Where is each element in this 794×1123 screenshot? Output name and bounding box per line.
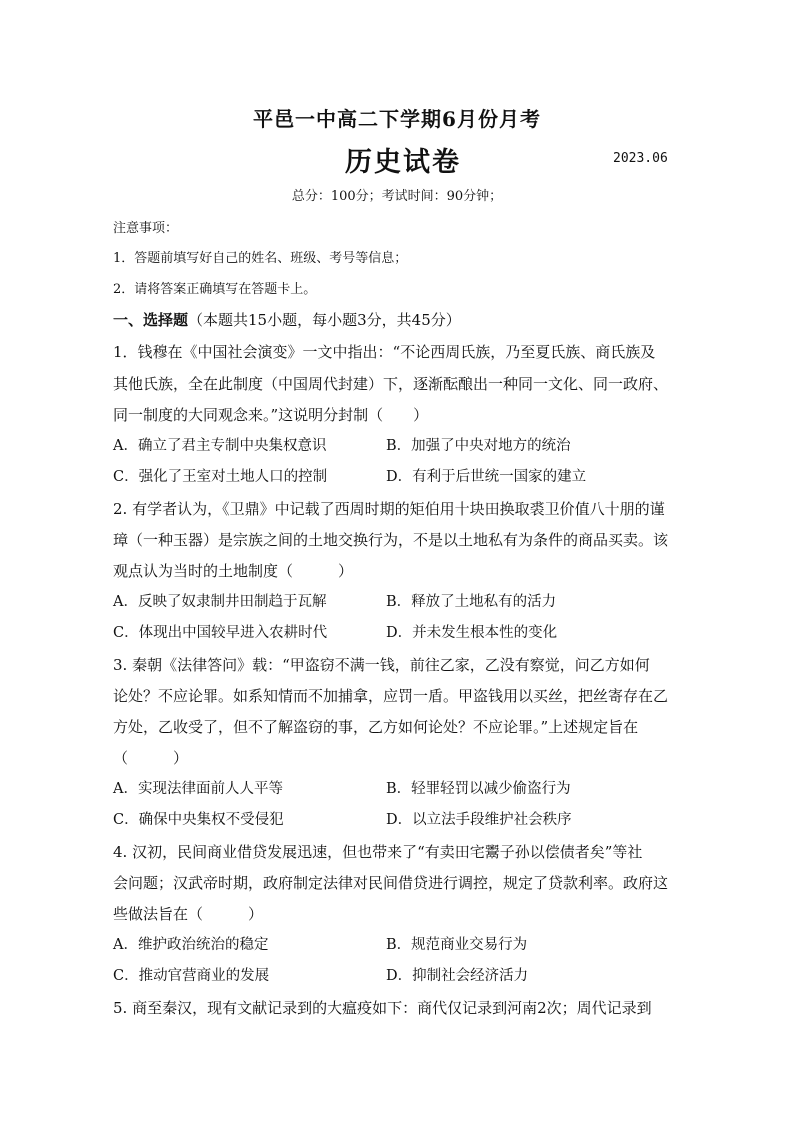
section-title: 一、选择题 [113, 311, 189, 329]
question-1-line: 1．钱穆在《中国社会演变》一文中指出：“不论西周氏族，乃至夏氏族、商氏族及 [113, 343, 656, 361]
question-3-option-b: B．轻罪轻罚以减少偷盗行为 [386, 781, 571, 797]
question-1-option-c: C．强化了王室对土地人口的控制 [113, 469, 328, 485]
question-3-option-a: A．实现法律面前人人平等 [113, 781, 283, 797]
score-time-info: 总分：100分；考试时间：90分钟； [291, 189, 503, 204]
question-4-option-c: C．推动官营商业的发展 [113, 968, 270, 984]
question-4-line: 4. 汉初，民间商业借贷发展迅速，但也带来了“有卖田宅鬻子孙以偿债者矣”等社 [113, 843, 643, 861]
question-2-line: 璋（一种玉器）是宗族之间的土地交换行为，不是以土地私有为条件的商品买卖。该 [113, 531, 669, 549]
question-3-line: （ ） [113, 749, 189, 767]
subject-title: 历史试卷 [345, 147, 461, 178]
question-3-option-c: C．确保中央集权不受侵犯 [113, 812, 284, 828]
question-1-option-d: D．有利于后世统一国家的建立 [386, 469, 587, 485]
question-2-option-a: A．反映了奴隶制井田制趋于瓦解 [113, 594, 327, 610]
school-title: 平邑一中高二下学期6月份月考 [253, 107, 541, 131]
question-4-line: 些做法旨在（ ） [113, 905, 264, 923]
question-3-line: 论处？不应论罪。如系知情而不加捕拿，应罚一盾。甲盗钱用以买丝，把丝寄存在乙 [113, 687, 669, 705]
question-5-line: 5. 商至秦汉，现有文献记录到的大瘟疫如下：商代仅记录到河南2次；周代记录到 [113, 999, 652, 1017]
question-1-option-a: A．确立了君主专制中央集权意识 [113, 438, 327, 454]
exam-date: 2023.06 [613, 151, 668, 166]
question-4-option-d: D．抑制社会经济活力 [386, 968, 529, 984]
question-3-line: 3. 秦朝《法律答问》载：“甲盗窃不满一钱，前往乙家，乙没有察觉，问乙方如何 [113, 656, 650, 674]
question-3-line: 方处，乙收受了，但不了解盗窃的事，乙方如何论处？不应论罪。”上述规定旨在 [113, 718, 639, 736]
question-2-line: 2. 有学者认为，《卫鼎》中记载了西周时期的矩伯用十块田换取裘卫价值八十朋的谨 [113, 500, 665, 518]
question-1-option-b: B．加强了中央对地方的统治 [386, 438, 571, 454]
question-2-option-d: D．并未发生根本性的变化 [386, 625, 558, 641]
notes-item: 1．答题前填写好自己的姓名、班级、考号等信息； [113, 251, 408, 266]
question-4-line: 会问题；汉武帝时期，政府制定法律对民间借贷进行调控，规定了贷款利率。政府这 [113, 874, 669, 892]
question-1-line: 同一制度的大同观念来。”这说明分封制（ ） [113, 406, 429, 424]
section-description: （本题共15小题，每小题3分，共45分） [188, 311, 461, 329]
question-1-line: 其他氏族，全在此制度（中国周代封建）下，逐渐酝酿出一种同一文化、同一政府、 [113, 375, 669, 393]
question-3-option-d: D．以立法手段维护社会秩序 [386, 812, 572, 828]
notes-item: 2．请将答案正确填写在答题卡上。 [113, 282, 317, 297]
question-2-option-c: C．体现出中国较早进入农耕时代 [113, 625, 328, 641]
question-4-option-a: A．维护政治统治的稳定 [113, 937, 269, 953]
section-heading [113, 310, 461, 330]
question-2-line: 观点认为当时的土地制度（ ） [113, 562, 354, 580]
notes-heading: 注意事项： [113, 221, 179, 236]
question-2-option-b: B．释放了土地私有的活力 [386, 594, 557, 610]
question-4-option-b: B．规范商业交易行为 [386, 937, 528, 953]
